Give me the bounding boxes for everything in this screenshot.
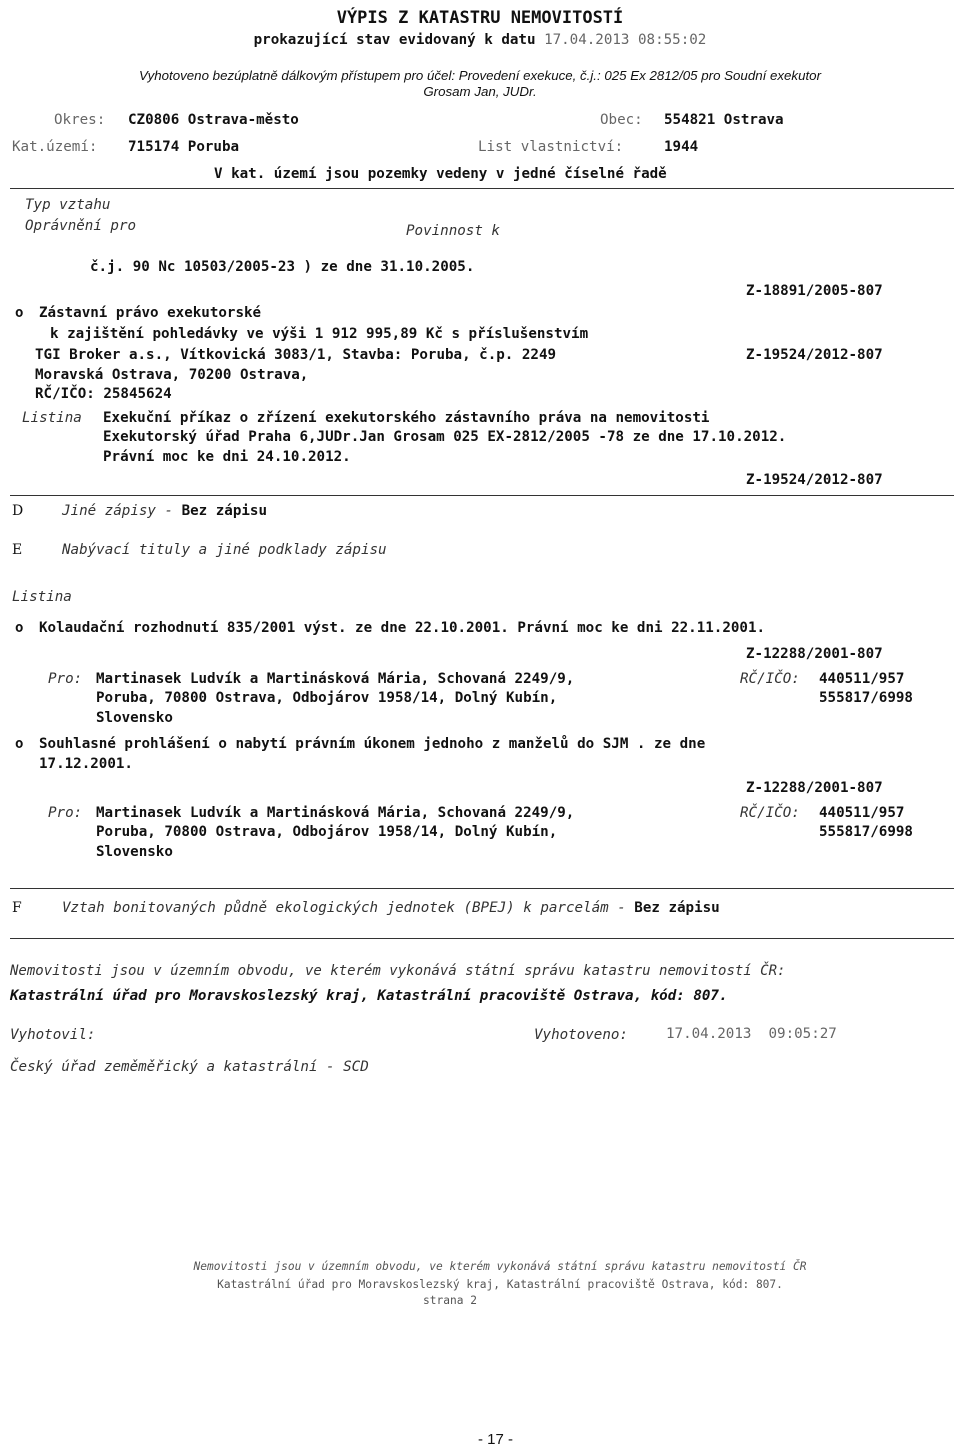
listina-line: Exekuční příkaz o zřízení exekutorského zástavního práva na nemovitosti: [103, 410, 710, 426]
section-f-letter: F: [12, 900, 22, 916]
party-ico: RČ/IČO: 25845624: [35, 386, 172, 402]
rc-ico-label: RČ/IČO:: [740, 671, 800, 687]
listina-title: Souhlasné prohlášení o nabytí právním úkonem jednoho z manželů do SJM . ze dne: [39, 736, 706, 752]
column-opravneni-pro: Oprávnění pro: [25, 218, 137, 234]
z-reference: Z-18891/2005-807: [746, 283, 883, 299]
listina-line: Právní moc ke dni 24.10.2012.: [103, 449, 351, 465]
bullet-icon: o: [15, 736, 24, 752]
list-vlastnictvi-value: 1944: [664, 139, 699, 155]
document-title: VÝPIS Z KATASTRU NEMOVITOSTÍ: [336, 8, 624, 28]
office-line-1: Nemovitosti jsou v územním obvodu, ve kterém vykonává státní správu katastru nemovitostí ČR:: [10, 963, 786, 979]
owner-line: Martinasek Ludvík a Martinásková Mária, Schovaná 2249/9,: [96, 805, 575, 821]
listina-title-continued: 17.12.2001.: [39, 756, 133, 772]
katuzemi-label: Kat.území:: [12, 139, 98, 155]
divider: [10, 888, 954, 889]
katuzemi-value: 715174 Poruba: [128, 139, 240, 155]
party-line: TGI Broker a.s., Vítkovická 3083/1, Stavba: Poruba, č.p. 2249: [35, 347, 557, 363]
section-f-heading: [62, 900, 720, 916]
z-reference: Z-19524/2012-807: [746, 347, 883, 363]
section-d-label: Jiné zápisy: [62, 503, 156, 519]
purpose-line-1: Vyhotoveno bezúplatně dálkovým přístupem pro účel: Provedení exekuce, č.j.: 025 Ex 2812/05 pro Soudní exekutor: [138, 68, 821, 83]
vyhotoveno-value: 17.04.2013 09:05:27: [666, 1026, 837, 1042]
lien-title: Zástavní právo exekutorské: [39, 305, 262, 321]
listina-title: Kolaudační rozhodnutí 835/2001 výst. ze dne 22.10.2001. Právní moc ke dni 22.11.2001.: [39, 620, 766, 636]
divider: [10, 188, 954, 189]
party-line: Moravská Ostrava, 70200 Ostrava,: [35, 367, 309, 383]
section-f-label: Vztah bonitovaných půdně ekologických jednotek (BPEJ) k parcelám: [62, 900, 609, 916]
section-d-value: Bez zápisu: [181, 503, 268, 519]
column-typ-vztahu: Typ vztahu: [25, 197, 111, 213]
section-e-letter: E: [12, 542, 23, 558]
office-line-2: Katastrální úřad pro Moravskoslezský kraj, Katastrální pracoviště Ostrava, kód: 807.: [10, 988, 728, 1004]
section-f-dash: -: [608, 900, 635, 916]
reference-line: č.j. 90 Nc 10503/2005-23 ) ze dne 31.10.2005.: [90, 259, 475, 275]
owner-line: Poruba, 70800 Ostrava, Odbojárov 1958/14, Dolný Kubín,: [96, 824, 558, 840]
z-reference: Z-12288/2001-807: [746, 646, 883, 662]
vyhotoveno-label: Vyhotoveno:: [534, 1027, 628, 1043]
page-footer-line-3: strana 2: [423, 1294, 477, 1307]
listina-line: Exekutorský úřad Praha 6,JUDr.Jan Grosam 025 EX-2812/2005 -78 ze dne 17.10.2012.: [103, 429, 787, 445]
page-footer-line-2: Katastrální úřad pro Moravskoslezský kraj, Katastrální pracoviště Ostrava, kód: 807.: [217, 1278, 783, 1291]
rc-ico-value: 440511/957: [819, 805, 905, 821]
purpose-line-2: Grosam Jan, JUDr.: [423, 84, 537, 99]
pro-label: Pro:: [48, 671, 83, 687]
rc-ico-value: 440511/957: [819, 671, 905, 687]
owner-line: Slovensko: [96, 710, 173, 726]
rc-ico-value: 555817/6998: [819, 690, 913, 706]
lien-description: k zajištění pohledávky ve výši 1 912 995,89 Kč s příslušenstvím: [50, 326, 589, 342]
subtitle-date: 17.04.2013 08:55:02: [544, 32, 707, 48]
owner-line: Slovensko: [96, 844, 173, 860]
cadastral-note: V kat. území jsou pozemky vedeny v jedné číselné řadě: [214, 166, 667, 182]
document-subtitle: [0, 32, 960, 48]
owner-line: Poruba, 70800 Ostrava, Odbojárov 1958/14, Dolný Kubín,: [96, 690, 558, 706]
pro-label: Pro:: [48, 805, 83, 821]
rc-ico-value: 555817/6998: [819, 824, 913, 840]
obec-label: Obec:: [600, 112, 643, 128]
section-d-heading: [62, 503, 267, 519]
list-vlastnictvi-label: List vlastnictví:: [478, 139, 624, 155]
vyhotovil-label: Vyhotovil:: [10, 1027, 96, 1043]
page-footer-line-1: Nemovitosti jsou v územním obvodu, ve kterém vykonává státní správu katastru nemovitostí ČR: [193, 1260, 807, 1273]
bullet-icon: o: [15, 620, 24, 636]
section-d-letter: D: [12, 503, 24, 519]
bullet-icon: o: [15, 305, 24, 321]
z-reference: Z-12288/2001-807: [746, 780, 883, 796]
issuer: Český úřad zeměměřický a katastrální - SCD: [10, 1059, 369, 1075]
rc-ico-label: RČ/IČO:: [740, 805, 800, 821]
listina-label: Listina: [12, 589, 72, 605]
column-povinnost-k: Povinnost k: [406, 223, 500, 239]
okres-label: Okres:: [54, 112, 106, 128]
section-d-dash: -: [155, 503, 182, 519]
page-number: - 17 -: [478, 1431, 514, 1448]
section-f-value: Bez zápisu: [634, 900, 720, 916]
section-e-label: Nabývací tituly a jiné podklady zápisu: [62, 542, 387, 558]
owner-line: Martinasek Ludvík a Martinásková Mária, Schovaná 2249/9,: [96, 671, 575, 687]
divider: [10, 938, 954, 939]
divider: [10, 495, 954, 496]
listina-label: Listina: [22, 410, 82, 426]
subtitle-label: prokazující stav evidovaný k datu: [253, 32, 536, 48]
okres-value: CZ0806 Ostrava-město: [128, 112, 299, 128]
z-reference: Z-19524/2012-807: [746, 472, 883, 488]
obec-value: 554821 Ostrava: [664, 112, 784, 128]
